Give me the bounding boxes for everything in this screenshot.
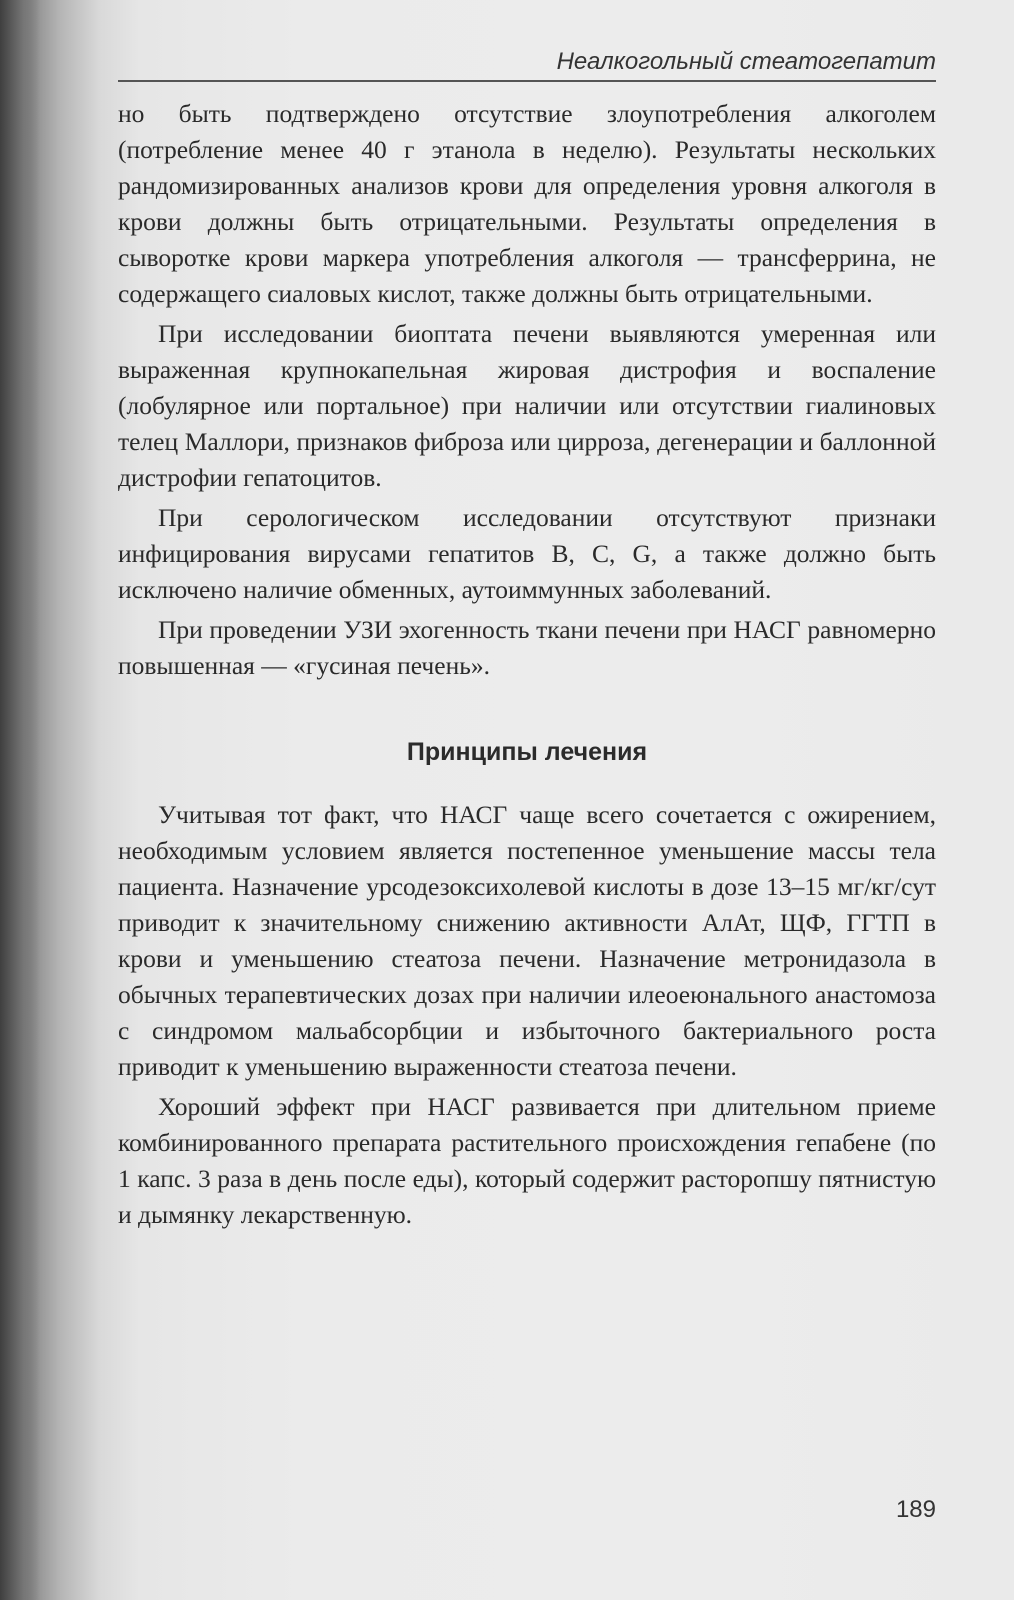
paragraph-continuation: но быть подтверждено отсутствие злоупотребления алкоголем (потребление менее 40 г этанола в неделю). Результаты нескольких рандомизированных анализов крови для определения уровня алкоголя в крови должны быть отрицательными. Результаты определения в сыворотке крови маркера употребления алкоголя — трансферрина, не содержащего сиаловых кислот, также должны быть отрицательными.: [118, 99, 936, 308]
header-rule: [118, 80, 936, 82]
page-number: 189: [895, 1496, 936, 1523]
section-title: Принципы лечения: [406, 738, 648, 766]
page-content: [118, 96, 936, 1233]
paragraph-serology: При серологическом исследовании отсутствуют признаки инфицирования вирусами гепатитов В, С, G, а также должно быть исключено наличие обменных, аутоиммунных заболеваний.: [118, 503, 936, 604]
paragraph-hepabene: Хороший эффект при НАСГ развивается при длительном приеме комбинированного препарата растительного происхождения гепабене (по 1 капс. 3 раза в день после еды), который содержит расторопшу пятнистую и дымянку лекарственную.: [118, 1092, 936, 1229]
running-header: Неалкогольный стеатогепатит: [556, 48, 936, 75]
book-spine-shadow: [0, 0, 40, 1600]
paragraph-biopsy: При исследовании биоптата печени выявляются умеренная или выраженная крупнокапельная жировая дистрофия и воспаление (лобулярное или портальное) при наличии или отсутствии гиалиновых телец Маллори, признаков фиброза или цирроза, дегенерации и баллонной дистрофии гепатоцитов.: [118, 319, 936, 492]
paragraph-ultrasound: При проведении УЗИ эхогенность ткани печени при НАСГ равномерно повышенная — «гусиная печень».: [118, 615, 936, 680]
paragraph-treatment: Учитывая тот факт, что НАСГ чаще всего сочетается с ожирением, необходимым условием является постепенное уменьшение массы тела пациента. Назначение урсодезоксихолевой кислоты в дозе 13–15 мг/кг/сут приводит к значительному снижению активности АлАт, ЩФ, ГГТП в крови и уменьшению стеатоза печени. Назначение метронидазола в обычных терапевтических дозах при наличии илеоеюнального анастомоза с синдромом мальабсорбции и избыточного бактериального роста приводит к уменьшению выраженности стеатоза печени.: [118, 800, 936, 1081]
